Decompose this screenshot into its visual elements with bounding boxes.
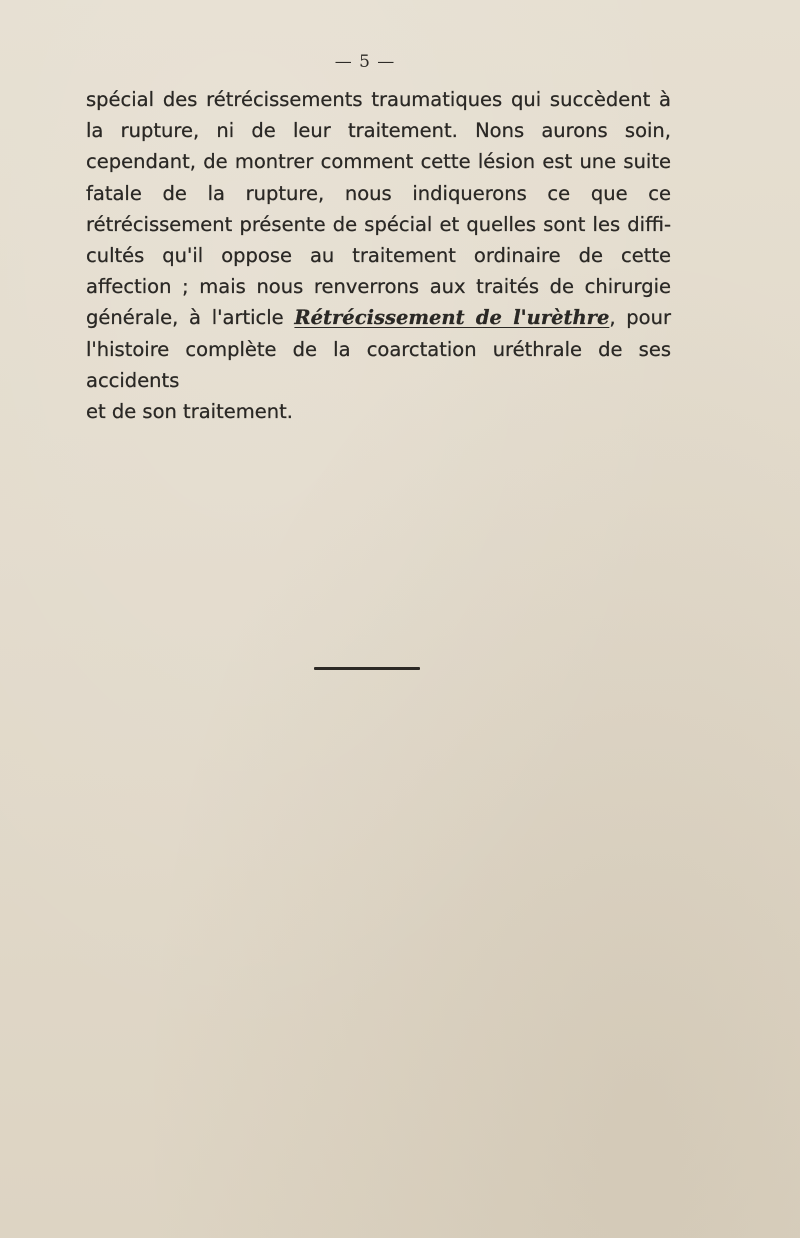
paragraph-last-line: et de son traitement.	[86, 400, 293, 424]
body-paragraph	[86, 84, 671, 427]
section-divider-rule	[314, 667, 420, 670]
italic-title: Rétrécissement de l'urèthre	[294, 306, 610, 330]
page-number: — 5 —	[334, 52, 396, 72]
paragraph-text	[86, 84, 671, 396]
paragraph-after-title: , pour l'histoire complète de la coarctation uréthrale de ses accidents	[86, 306, 671, 392]
paragraph-before-title: spécial des rétrécissements traumatiques qui succèdent à la rupture, ni de leur traitement. Nons aurons soin, cependant, de montrer comment cette lésion est une suite fatale de la rupture, nous indiquerons ce que ce rétrécissement présente de spécial et quelles sont les difficultés qu'il oppose au traitement ordinaire de cette affection ; mais nous renverrons aux traités de chirurgie générale, à l'article	[86, 88, 671, 330]
